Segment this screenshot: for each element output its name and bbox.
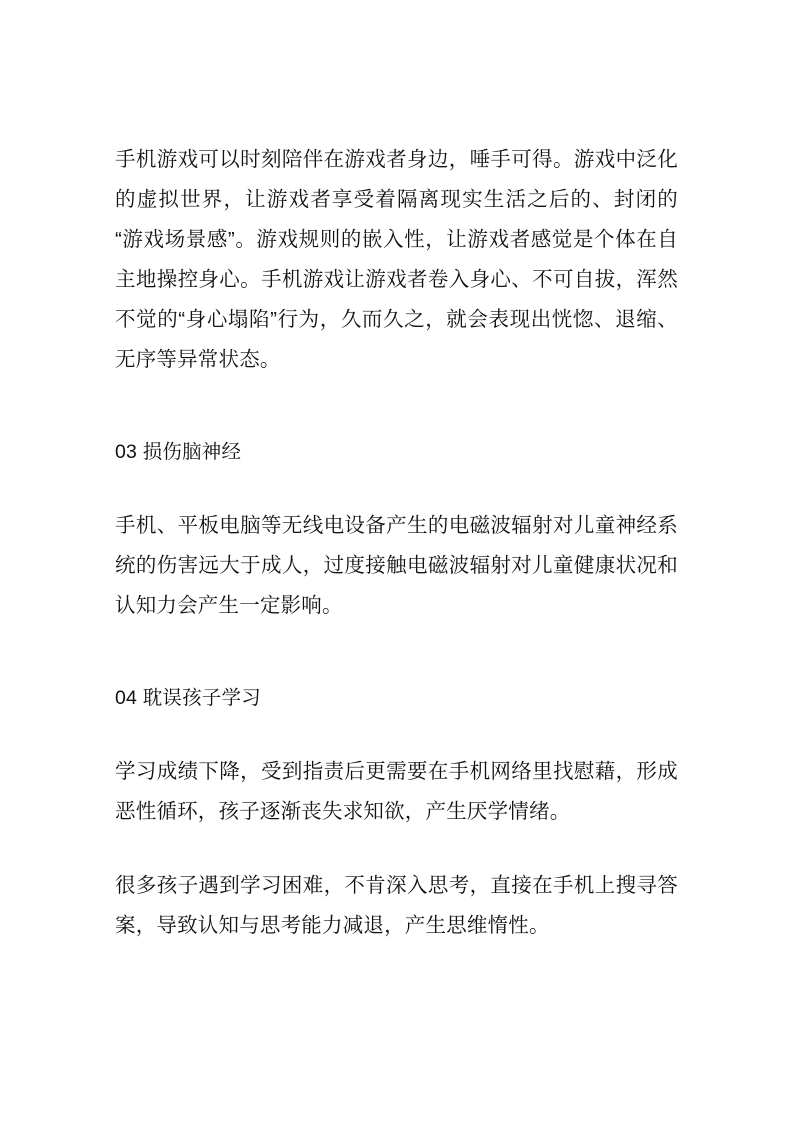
paragraph-radiation-effects: 手机、平板电脑等无线电设备产生的电磁波辐射对儿童神经系统的伤害远大于成人，过度接触电磁波辐射对儿童健康状况和认知力会产生一定影响。 <box>115 514 678 617</box>
section-spacer-2 <box>115 660 678 678</box>
paragraph-grades-decline: 学习成绩下降，受到指责后更需要在手机网络里找慰藉，形成恶性循环，孩子逐渐丧失求知欲，产生厌学情绪。 <box>115 760 678 823</box>
document-body <box>115 140 678 946</box>
heading-04-delays-study: 04 耽误孩子学习 <box>115 687 261 709</box>
section-spacer <box>115 414 678 432</box>
paragraph-game-immersion: 手机游戏可以时刻陪伴在游戏者身边，唾手可得。游戏中泛化的虚拟世界，让游戏者享受着隔离现实生活之后的、封闭的“游戏场景感”。游戏规则的嵌入性，让游戏者感觉是个体在自主地操控身心。手机游戏让游戏者卷入身心、不可自拔，浑然不觉的“身心塌陷”行为，久而久之，就会表现出恍惚、退缩、无序等异常状态。 <box>115 148 678 371</box>
heading-03-brain-nerve-damage: 03 损伤脑神经 <box>115 441 242 463</box>
paragraph-thinking-laziness: 很多孩子遇到学习困难，不肯深入思考，直接在手机上搜寻答案，导致认知与思考能力减退，产生思维惰性。 <box>115 874 678 937</box>
